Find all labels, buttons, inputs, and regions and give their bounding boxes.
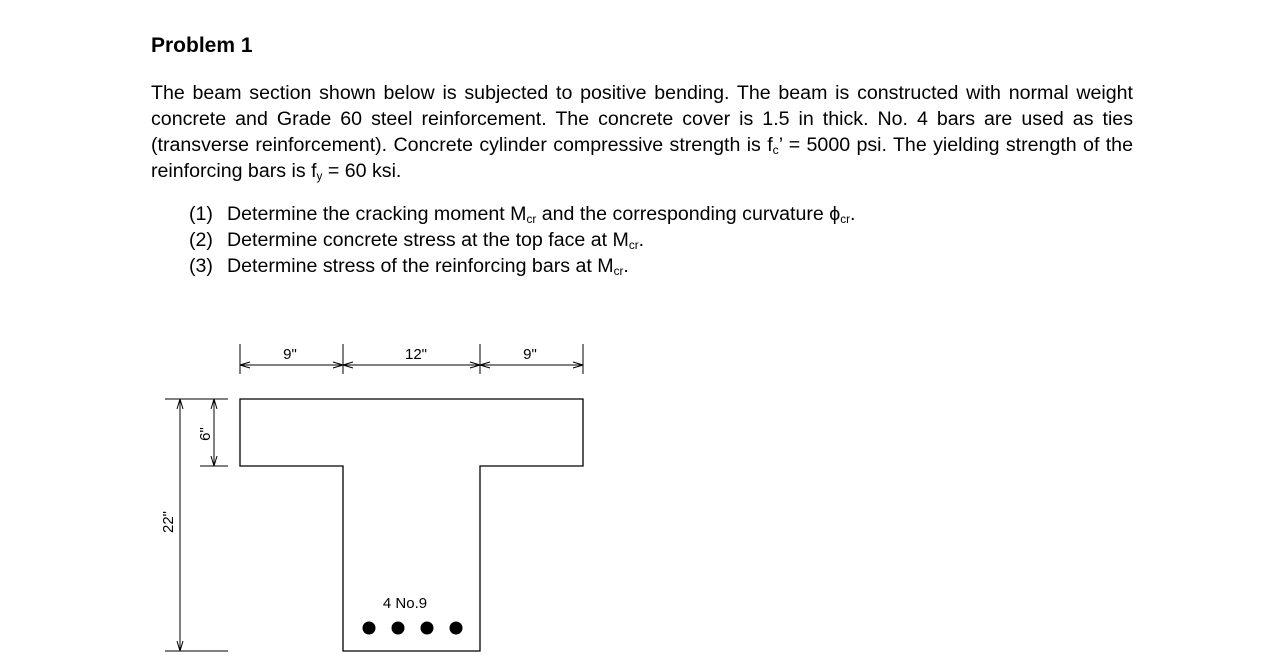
rebar-dot <box>392 622 405 635</box>
question-text: . <box>850 203 856 225</box>
statement-part-3: = 60 ksi. <box>322 160 402 182</box>
question-text: Determine concrete stress at the top face at M <box>227 229 629 251</box>
rebar-dot <box>363 622 376 635</box>
mcr-subscript: cr <box>526 212 537 226</box>
question-number: (1) <box>189 203 213 225</box>
mcr-subscript: cr <box>628 238 639 252</box>
question-text: . <box>638 229 645 251</box>
question-text: . <box>623 255 629 277</box>
statement-part-2: ’ = 5000 psi. The yielding strength of the reinforcing bars is f <box>151 134 1133 182</box>
rebar-group <box>363 622 463 635</box>
dim-flange-depth: 6" <box>197 427 214 441</box>
fy-subscript: y <box>316 169 323 183</box>
dim-left-flange-width: 9" <box>283 346 297 363</box>
mcr-subscript: cr <box>613 264 624 278</box>
statement-part-1: The beam section shown below is subjected to positive bending. The beam is constructed with normal weight concrete and Grade 60 steel reinforcement. The concrete cover is 1.5 in thick. No. 4 bars are used as ties (transverse reinforcement). Concrete cylinder compressive strength is f <box>151 82 1133 156</box>
question-text: and the corresponding curvature ϕ <box>536 203 841 225</box>
question-text: Determine stress of the reinforcing bars at M <box>227 255 614 277</box>
rebar-label: 4 No.9 <box>382 595 428 612</box>
dim-web-width: 12" <box>404 346 428 363</box>
problem-title: Problem 1 <box>151 34 253 57</box>
fc-subscript: c <box>772 143 779 158</box>
question-text: Determine the cracking moment M <box>227 203 527 225</box>
rebar-dot <box>450 622 463 635</box>
phicr-subscript: cr <box>840 212 851 226</box>
dim-right-flange-width: 9" <box>523 346 537 363</box>
question-number: (3) <box>189 255 213 277</box>
rebar-dot <box>421 622 434 635</box>
question-number: (2) <box>189 229 213 251</box>
dim-total-depth: 22" <box>160 510 177 534</box>
t-beam-outline <box>240 399 583 651</box>
